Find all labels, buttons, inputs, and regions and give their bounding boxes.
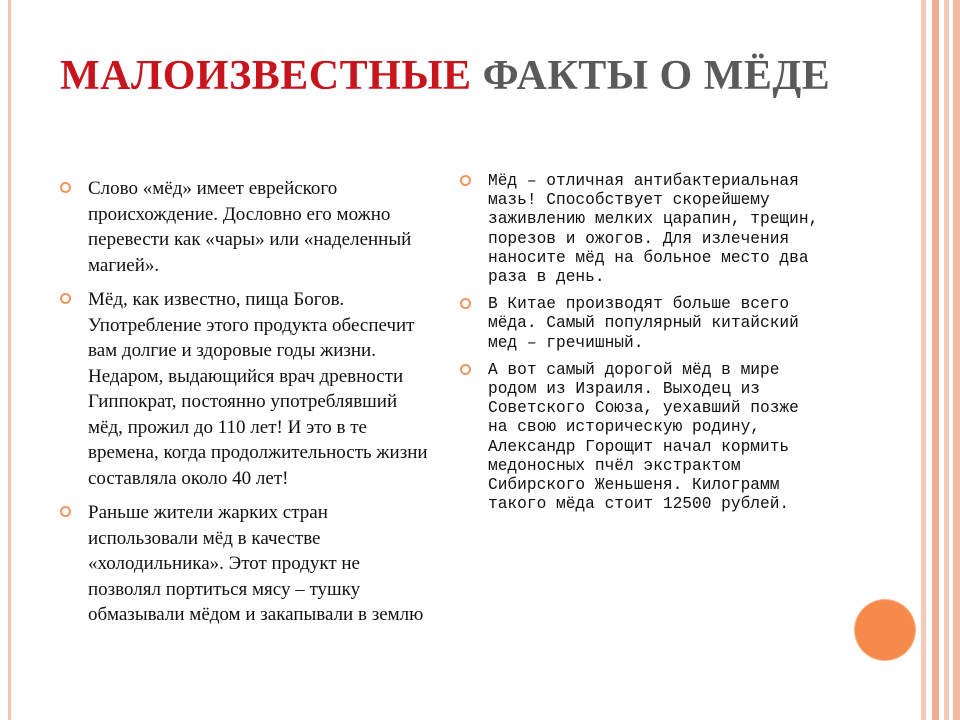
right-border-stripe bbox=[953, 0, 960, 720]
bullet-icon bbox=[60, 506, 71, 517]
bullet-icon bbox=[60, 293, 71, 304]
right-border-stripe bbox=[932, 0, 939, 720]
list-item-text: Мёд – отличная антибактериальная мазь! Способствует скорейшему заживлению мелких царапин, трещин, порезов и ожогов. Для излечения наносите мёд на больное место два раза в день. bbox=[488, 172, 819, 287]
decorative-circle-icon bbox=[855, 600, 915, 660]
slide-title bbox=[60, 50, 880, 102]
list-item bbox=[460, 361, 820, 515]
bullet-icon bbox=[460, 364, 471, 375]
list-item-text: А вот самый дорогой мёд в мире родом из Израиля. Выходец из Советского Союза, уехавший позже на свою историческую родину, Александр Горощит начал кормить медоносных пчёл экстрактом Сибирского Женьшеня. Килограмм такого мёда стоит 12500 рублей. bbox=[488, 360, 799, 514]
title-accent: МАЛОИЗВЕСТНЫЕ bbox=[60, 53, 472, 99]
list-item-text: Раньше жители жарких стран использовали мёд в качестве «холодильника». Этот продукт не позволял портиться мясу – тушку обмазывали мёдом и закапывали в землю bbox=[88, 502, 424, 625]
list-item bbox=[460, 295, 820, 353]
bullet-icon bbox=[60, 182, 71, 193]
bullet-icon bbox=[460, 298, 471, 309]
right-border-stripe bbox=[921, 0, 926, 720]
list-item bbox=[60, 176, 432, 278]
list-item-text: В Китае производят больше всего мёда. Самый популярный китайский мед – гречишный. bbox=[488, 295, 799, 352]
left-bullet-list bbox=[60, 176, 432, 637]
list-item-text: Мёд, как известно, пища Богов. Употребление этого продукта обеспечит вам долгие и здоровые годы жизни. Недаром, выдающийся врач древности Гиппократ, постоянно употреблявший мёд, прожил до 110 лет! И это в те времена, когда продолжительность жизни составляла около 40 лет! bbox=[88, 289, 428, 489]
left-border-stripe bbox=[8, 0, 11, 720]
list-item bbox=[460, 172, 820, 287]
bullet-icon bbox=[460, 175, 471, 186]
list-item bbox=[60, 500, 432, 628]
list-item bbox=[60, 287, 432, 491]
list-item-text: Слово «мёд» имеет еврейского происхождение. Дословно его можно перевести как «чары» или «наделенный магией». bbox=[88, 178, 412, 276]
title-rest: ФАКТЫ О МЁДЕ bbox=[471, 53, 831, 99]
right-bullet-list bbox=[460, 172, 820, 522]
right-border-stripe bbox=[944, 0, 949, 720]
